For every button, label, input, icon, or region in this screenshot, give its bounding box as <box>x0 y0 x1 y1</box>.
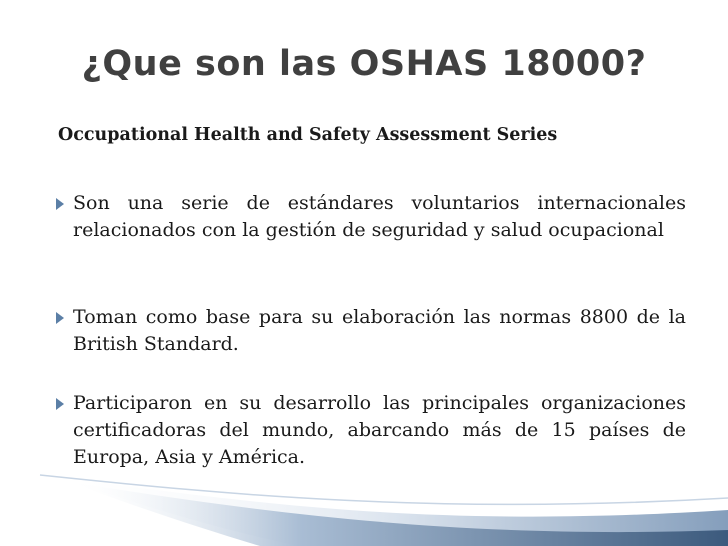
triangle-bullet-icon <box>56 312 64 324</box>
bullet-item <box>56 390 686 471</box>
bullet-item <box>56 190 686 244</box>
triangle-bullet-icon <box>56 398 64 410</box>
bullet-text: Participaron en su desarrollo las principales organizaciones certificadoras del mundo, abarcando más de 15 países de Europa, Asia y América. <box>73 392 686 468</box>
bullet-item <box>56 304 686 358</box>
bullet-text: Toman como base para su elaboración las normas 8800 de la British Standard. <box>73 306 686 355</box>
slide-title: ¿Que son las OSHAS 18000? <box>81 44 647 84</box>
bullet-text: Son una serie de estándares voluntarios internacionales relacionados con la gestión de seguridad y salud ocupacional <box>73 192 686 241</box>
slide-subtitle: Occupational Health and Safety Assessment Series <box>58 125 558 145</box>
triangle-bullet-icon <box>56 198 64 210</box>
